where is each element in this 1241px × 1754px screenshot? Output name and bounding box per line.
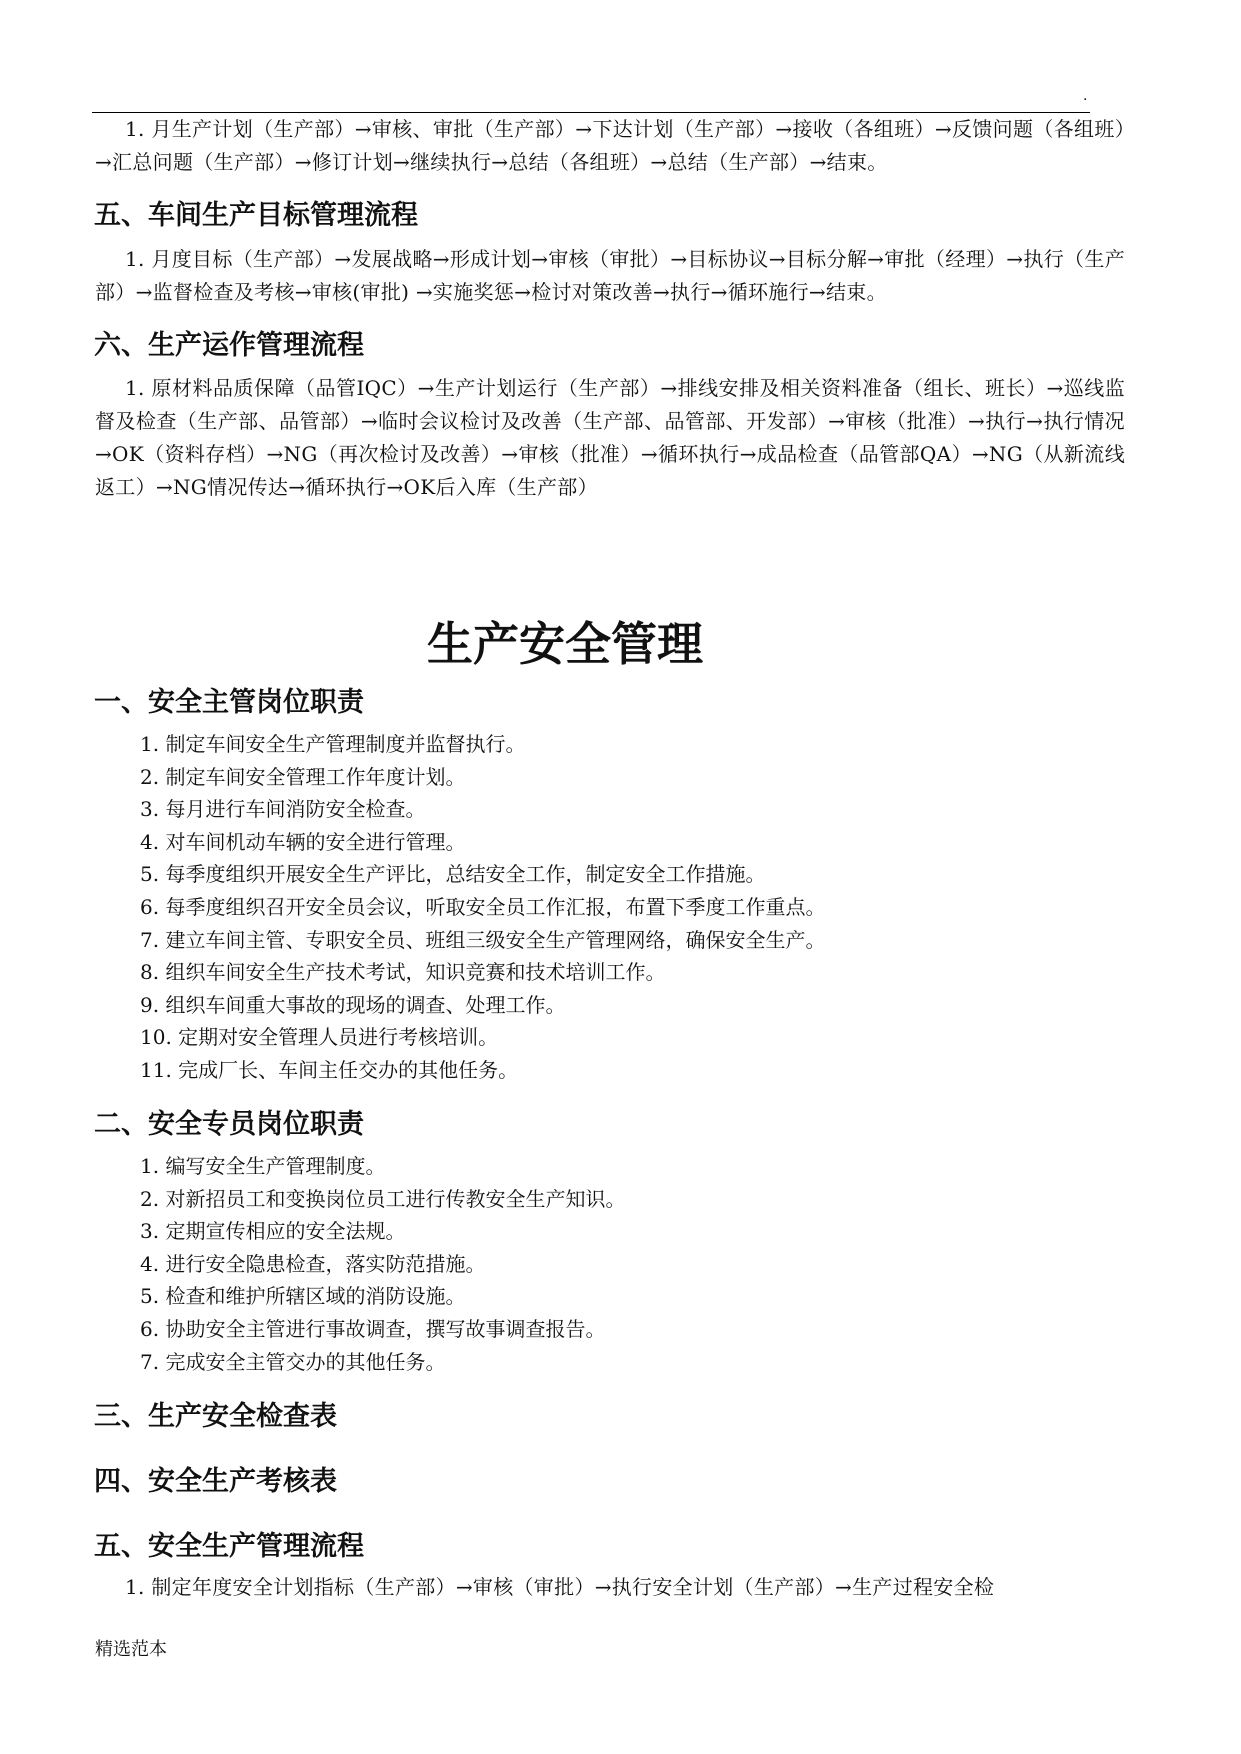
page-title: 生产安全管理 <box>427 617 703 671</box>
target-management-flow-paragraph: 1. 月度目标（生产部）→发展战略→形成计划→审核（审批）→目标协议→目标分解→审批（经理）→执行（生产部）→监督检查及考核→审核(审批) →实施奖惩→检讨对策改善→执行→循环施行→结束。 <box>95 247 1125 304</box>
header-mark: . <box>1083 88 1088 104</box>
list-item: 5. 检查和维护所辖区域的消防设施。 <box>140 1284 466 1309</box>
list-item: 4. 对车间机动车辆的安全进行管理。 <box>140 829 466 854</box>
list-item: 1. 编写安全生产管理制度。 <box>140 1154 386 1178</box>
section-heading-safety-officer: 二、安全专员岗位职责 <box>94 1109 364 1140</box>
list-item: 10. 定期对安全管理人员进行考核培训。 <box>140 1025 499 1050</box>
operation-management-flow-paragraph: 1. 原材料品质保障（品管IQC）→生产计划运行（生产部）→排线安排及相关资料准备（组长、班长）→巡线监督及检查（生产部、品管部）→临时会议检讨及改善（生产部、品管部、开发部）→审核（批准）→执行→执行情况→OK（资料存档）→NG（再次检讨及改善）→审核（批准）→循环执行→成品检查（品管部QA）→NG（从新流线返工）→NG情况传达→循环执行→OK后入库（生产部） <box>95 376 1125 499</box>
section-heading-safety-flow: 五、安全生产管理流程 <box>94 1531 364 1562</box>
list-item: 1. 制定车间安全生产管理制度并监督执行。 <box>140 732 526 756</box>
list-item: 7. 完成安全主管交办的其他任务。 <box>140 1349 446 1374</box>
list-item: 7. 建立车间主管、专职安全员、班组三级安全生产管理网络，确保安全生产。 <box>140 927 826 952</box>
section-heading-workshop-target: 五、车间生产目标管理流程 <box>94 200 418 231</box>
list-item: 4. 进行安全隐患检查，落实防范措施。 <box>140 1251 486 1276</box>
section-heading-safety-assessment: 四、安全生产考核表 <box>94 1466 337 1497</box>
footer-label: 精选范本 <box>95 1639 167 1660</box>
list-item: 2. 对新招员工和变换岗位员工进行传教安全生产知识。 <box>140 1186 626 1211</box>
production-plan-flow-paragraph: 1. 月生产计划（生产部）→审核、审批（生产部）→下达计划（生产部）→接收（各组班）→反馈问题（各组班）→汇总问题（生产部）→修订计划→继续执行→总结（各组班）→总结（生产部）→结束。 <box>95 117 1125 174</box>
list-item: 6. 每季度组织召开安全员会议，听取安全员工作汇报，布置下季度工作重点。 <box>140 894 826 919</box>
safety-supervisor-duties-list <box>140 728 825 1087</box>
safety-officer-duties-list <box>140 1150 625 1378</box>
section-heading-safety-checklist: 三、生产安全检查表 <box>94 1401 337 1432</box>
section-heading-safety-supervisor: 一、安全主管岗位职责 <box>94 687 364 718</box>
list-item: 9. 组织车间重大事故的现场的调查、处理工作。 <box>140 992 566 1017</box>
list-item: 8. 组织车间安全生产技术考试，知识竞赛和技术培训工作。 <box>140 960 666 985</box>
list-item: 11. 完成厂长、车间主任交办的其他任务。 <box>140 1057 519 1082</box>
section-heading-production-operation: 六、生产运作管理流程 <box>94 330 364 361</box>
list-item: 2. 制定车间安全管理工作年度计划。 <box>140 764 466 789</box>
list-item: 5. 每季度组织开展安全生产评比，总结安全工作，制定安全工作措施。 <box>140 862 766 887</box>
list-item: 3. 定期宣传相应的安全法规。 <box>140 1219 406 1244</box>
list-item: 6. 协助安全主管进行事故调查，撰写故事调查报告。 <box>140 1316 606 1341</box>
safety-flow-paragraph: 1. 制定年度安全计划指标（生产部）→审核（审批）→执行安全计划（生产部）→生产过程安全检 <box>125 1575 995 1599</box>
list-item: 3. 每月进行车间消防安全检查。 <box>140 797 426 822</box>
